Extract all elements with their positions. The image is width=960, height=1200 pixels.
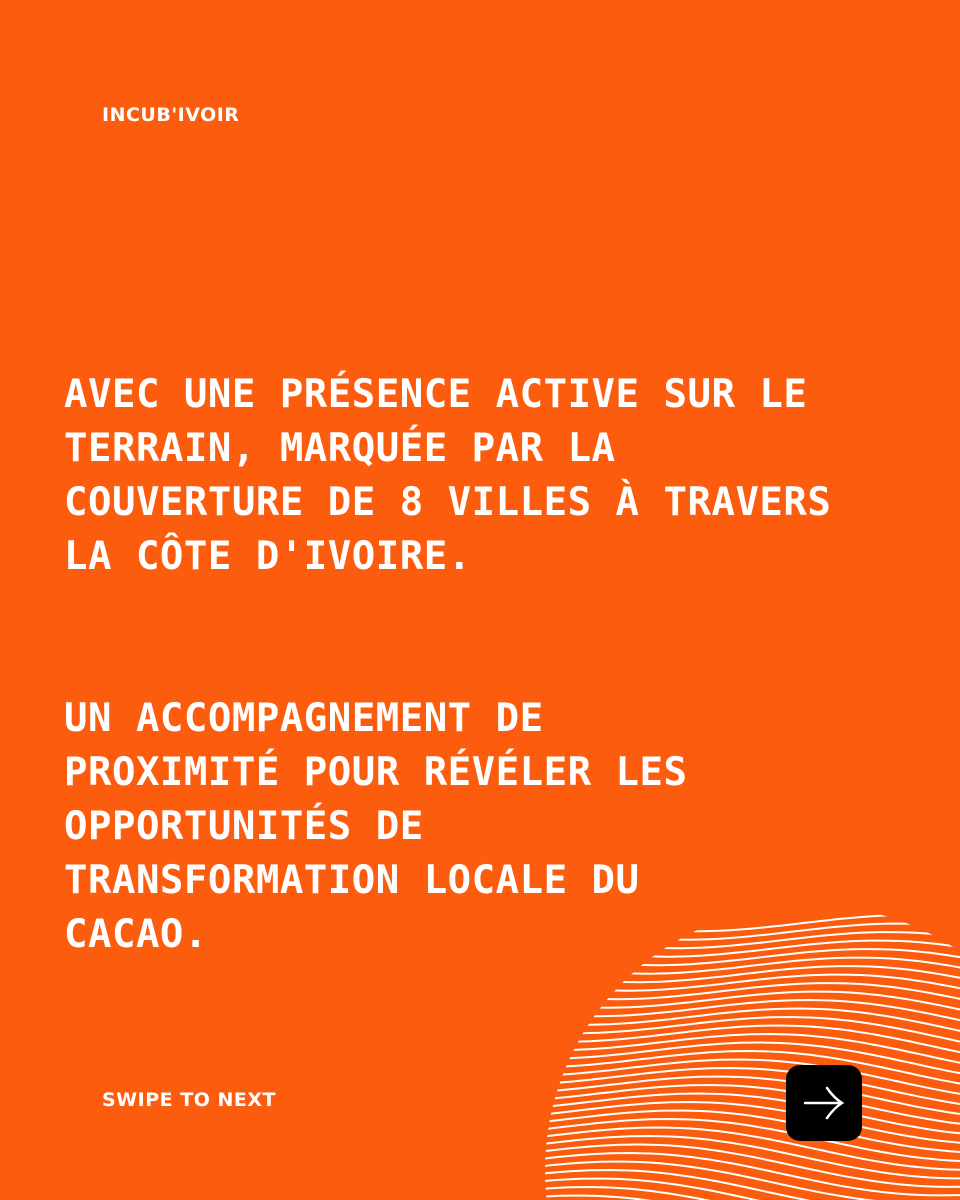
wave-line — [540, 958, 960, 974]
wave-line — [540, 1085, 960, 1124]
wave-line — [540, 921, 960, 940]
paragraph-presence: AVEC UNE PRÉSENCE ACTIVE SUR LE TERRAIN, MARQUÉE PAR LA COUVERTURE DE 8 VILLES À TRAVERS LA CÔTE D'IVOIRE. — [64, 372, 832, 579]
wave-line — [540, 910, 960, 931]
brand-name: INCUB'IVOIR — [102, 104, 240, 126]
wave-line — [540, 931, 960, 948]
wave-line — [540, 1119, 960, 1161]
swipe-to-next-label: SWIPE TO NEXT — [102, 1089, 276, 1111]
arrow-right-icon — [801, 1080, 847, 1126]
wave-lines-decoration — [540, 900, 960, 1200]
paragraph-accompagnement: UN ACCOMPAGNEMENT DE PROXIMITÉ POUR RÉVÉLER LES OPPORTUNITÉS DE TRANSFORMATION LOCALE DU CACAO. — [64, 696, 688, 957]
wave-line — [540, 1145, 960, 1187]
next-button[interactable] — [786, 1065, 862, 1141]
